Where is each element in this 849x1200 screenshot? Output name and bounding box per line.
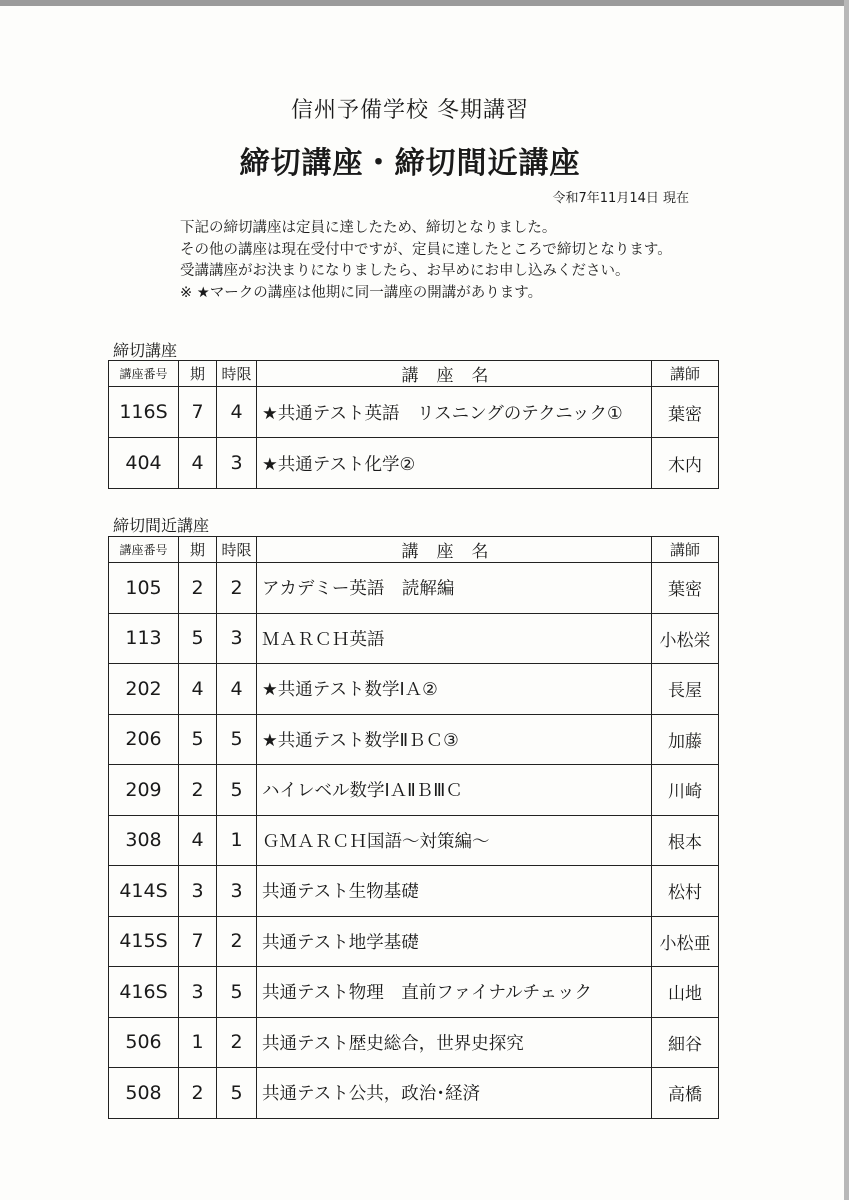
- scan-edge-top: [0, 0, 849, 6]
- table-row: [109, 438, 719, 489]
- course-term: 5: [179, 714, 217, 765]
- as-of-date: 令和7年11月14日 現在: [552, 191, 689, 206]
- school-title: 信州予備学校 冬期講習: [291, 98, 529, 123]
- header-name: 講座名: [257, 537, 652, 563]
- course-period: 3: [217, 438, 257, 489]
- course-code: 202: [109, 664, 179, 715]
- course-term: 4: [179, 815, 217, 866]
- scan-edge-right: [844, 0, 849, 1200]
- table-row: [109, 1068, 719, 1119]
- header-term: 期: [179, 361, 217, 387]
- header-code: 講座番号: [109, 361, 179, 387]
- course-term: 3: [179, 866, 217, 917]
- course-term: 1: [179, 1017, 217, 1068]
- course-term: 2: [179, 765, 217, 816]
- table-row: [109, 866, 719, 917]
- course-period: 5: [217, 1068, 257, 1119]
- course-name: 共通テスト物理 直前ファイナルチェック: [257, 967, 652, 1018]
- table-header-row: [109, 361, 719, 387]
- table-row: [109, 387, 719, 438]
- course-code: 308: [109, 815, 179, 866]
- course-code: 508: [109, 1068, 179, 1119]
- course-code: 414S: [109, 866, 179, 917]
- course-teacher: 川崎: [652, 765, 719, 816]
- course-teacher: 葉密: [652, 563, 719, 614]
- table-row: [109, 714, 719, 765]
- table-row: [109, 967, 719, 1018]
- notice-line: 下記の締切講座は定員に達したため、締切となりました。: [180, 220, 557, 236]
- course-teacher: 木内: [652, 438, 719, 489]
- course-code: 113: [109, 613, 179, 664]
- course-teacher: 根本: [652, 815, 719, 866]
- notice-line: ※ ★マークの講座は他期に同一講座の開講があります。: [180, 284, 543, 301]
- header-teacher: 講師: [652, 361, 719, 387]
- course-term: 7: [179, 916, 217, 967]
- course-period: 4: [217, 664, 257, 715]
- course-period: 4: [217, 387, 257, 438]
- course-name: 共通テスト歴史総合，世界史探究: [257, 1017, 652, 1068]
- closing-soon-section-label: 締切間近講座: [113, 516, 210, 535]
- table-row: [109, 765, 719, 816]
- table-row: [109, 563, 719, 614]
- table-row: [109, 916, 719, 967]
- course-teacher: 長屋: [652, 664, 719, 715]
- header-teacher: 講師: [652, 537, 719, 563]
- course-name: ハイレベル数学ⅠＡⅡＢⅢＣ: [257, 765, 652, 816]
- course-name: アカデミー英語 読解編: [257, 563, 652, 614]
- header-term: 期: [179, 537, 217, 563]
- course-term: 5: [179, 613, 217, 664]
- course-teacher: 小松栄: [652, 613, 719, 664]
- course-period: 5: [217, 714, 257, 765]
- closed-courses-table: [108, 360, 719, 489]
- course-name: ★共通テスト数学ⅡＢＣ③: [257, 714, 652, 765]
- course-name: 共通テスト公共，政治･経済: [257, 1068, 652, 1119]
- course-name: 共通テスト生物基礎: [257, 866, 652, 917]
- course-teacher: 加藤: [652, 714, 719, 765]
- course-teacher: 松村: [652, 866, 719, 917]
- course-period: 3: [217, 613, 257, 664]
- course-code: 209: [109, 765, 179, 816]
- notice-line: 受講講座がお決まりになりましたら、お早めにお申し込みください。: [180, 263, 630, 279]
- course-term: 3: [179, 967, 217, 1018]
- table-row: [109, 664, 719, 715]
- course-teacher: 山地: [652, 967, 719, 1018]
- closing-soon-courses-table: [108, 536, 719, 1119]
- table-row: [109, 1017, 719, 1068]
- header-code: 講座番号: [109, 537, 179, 563]
- course-teacher: 高橋: [652, 1068, 719, 1119]
- header-period: 時限: [217, 537, 257, 563]
- course-term: 4: [179, 438, 217, 489]
- course-code: 415S: [109, 916, 179, 967]
- course-period: 2: [217, 916, 257, 967]
- course-name: ＧＭＡＲＣＨ国語～対策編～: [257, 815, 652, 866]
- table-header-row: [109, 537, 719, 563]
- course-term: 2: [179, 563, 217, 614]
- page-title: 締切講座・締切間近講座: [239, 146, 581, 181]
- course-teacher: 細谷: [652, 1017, 719, 1068]
- course-code: 116S: [109, 387, 179, 438]
- notice-text: [180, 218, 672, 304]
- course-name: ★共通テスト数学ⅠＡ②: [257, 664, 652, 715]
- course-period: 2: [217, 563, 257, 614]
- course-name: ★共通テスト英語 リスニングのテクニック①: [257, 387, 652, 438]
- course-term: 7: [179, 387, 217, 438]
- course-period: 5: [217, 967, 257, 1018]
- course-term: 2: [179, 1068, 217, 1119]
- course-code: 206: [109, 714, 179, 765]
- course-code: 506: [109, 1017, 179, 1068]
- course-period: 1: [217, 815, 257, 866]
- header-name: 講座名: [257, 361, 652, 387]
- header-period: 時限: [217, 361, 257, 387]
- course-code: 416S: [109, 967, 179, 1018]
- course-code: 404: [109, 438, 179, 489]
- course-teacher: 小松亜: [652, 916, 719, 967]
- course-name: ＭＡＲＣＨ英語: [257, 613, 652, 664]
- course-period: 5: [217, 765, 257, 816]
- notice-line: その他の講座は現在受付中ですが、定員に達したところで締切となります。: [180, 241, 672, 258]
- course-term: 4: [179, 664, 217, 715]
- course-code: 105: [109, 563, 179, 614]
- course-name: 共通テスト地学基礎: [257, 916, 652, 967]
- table-row: [109, 613, 719, 664]
- course-period: 2: [217, 1017, 257, 1068]
- table-row: [109, 815, 719, 866]
- closed-section-label: 締切講座: [113, 341, 178, 360]
- course-teacher: 葉密: [652, 387, 719, 438]
- course-period: 3: [217, 866, 257, 917]
- course-name: ★共通テスト化学②: [257, 438, 652, 489]
